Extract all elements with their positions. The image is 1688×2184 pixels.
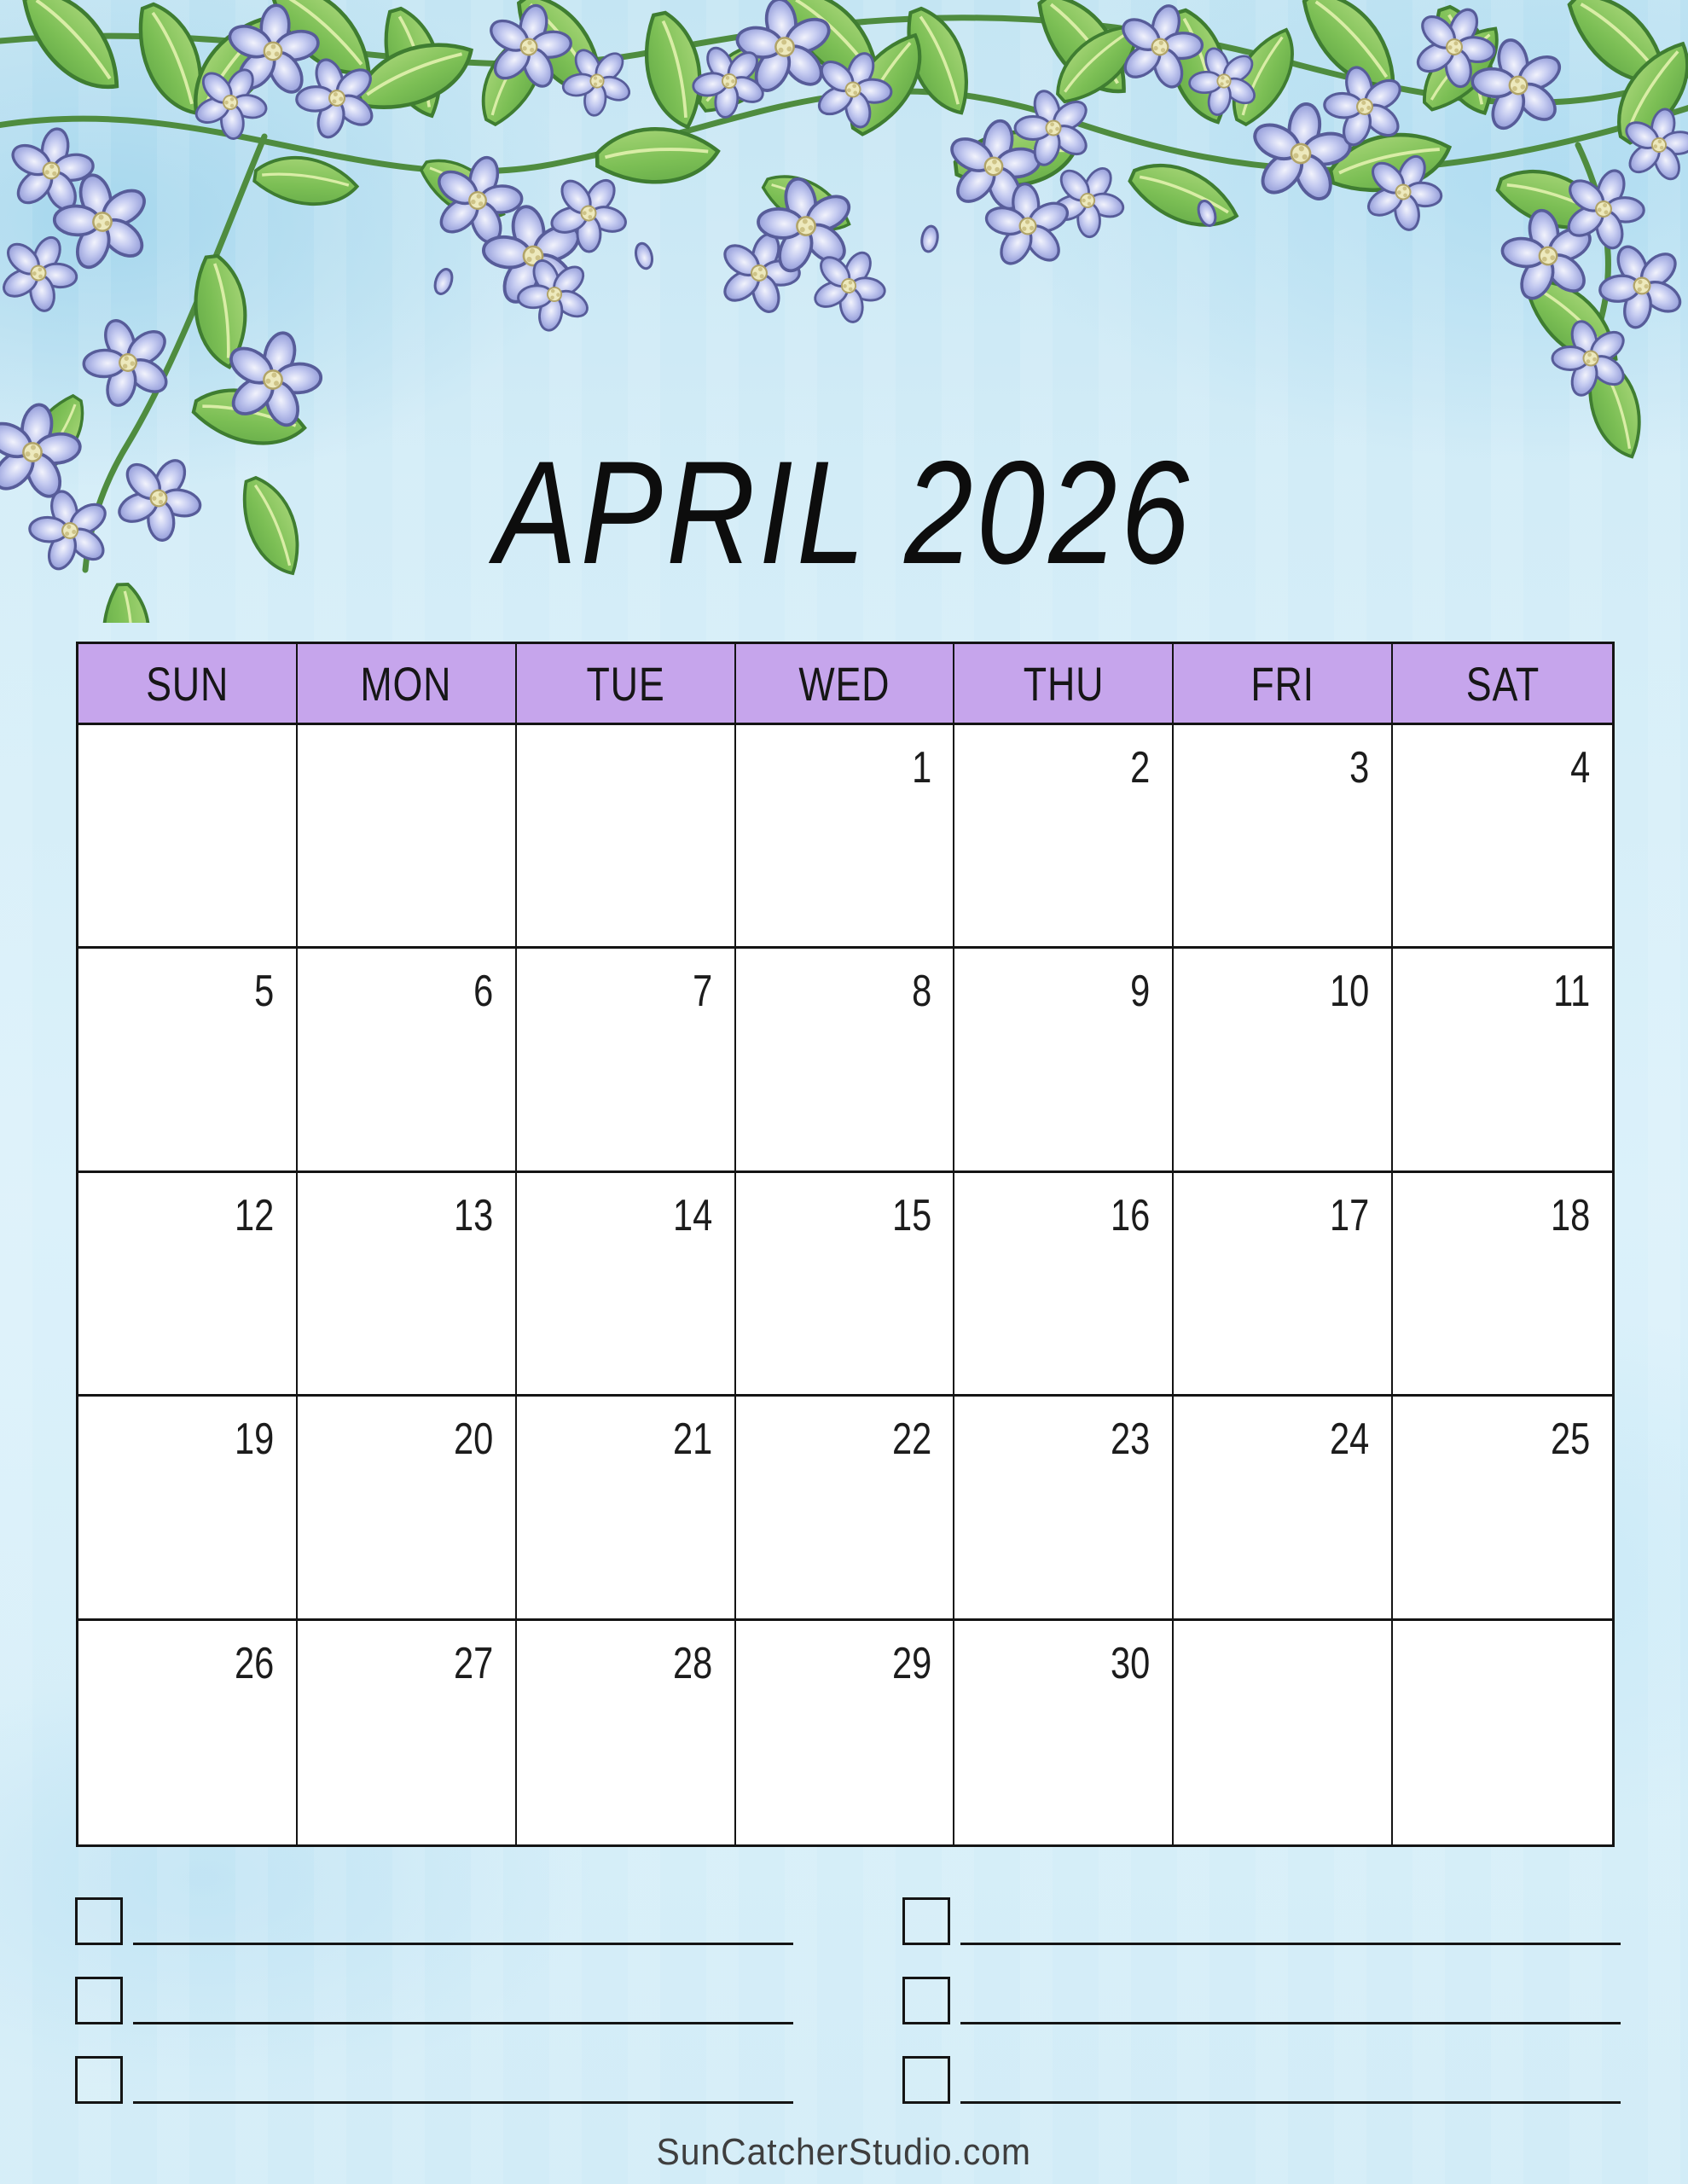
- note-row: [902, 1897, 1621, 1945]
- date-cell: 16: [954, 1173, 1174, 1397]
- date-cell: 22: [736, 1397, 955, 1620]
- date-cell: 21: [517, 1397, 736, 1620]
- date-cell: 9: [954, 949, 1174, 1172]
- date-cell: 23: [954, 1397, 1174, 1620]
- date-cell: 4: [1393, 725, 1612, 949]
- note-line: [960, 1974, 1621, 2024]
- date-cell: 6: [298, 949, 517, 1172]
- date-cell: 12: [78, 1173, 298, 1397]
- date-cell: [298, 725, 517, 949]
- date-cell: 13: [298, 1173, 517, 1397]
- date-cell: 3: [1174, 725, 1393, 949]
- checkbox[interactable]: [902, 1897, 950, 1945]
- date-cell: 7: [517, 949, 736, 1172]
- day-header-fri: FRI: [1174, 644, 1393, 725]
- day-header-sun: SUN: [78, 644, 298, 725]
- date-cell: [517, 725, 736, 949]
- checkbox[interactable]: [75, 1897, 123, 1945]
- date-cell: [1393, 1621, 1612, 1844]
- date-cell: 24: [1174, 1397, 1393, 1620]
- checkbox[interactable]: [75, 1977, 123, 2024]
- checkbox[interactable]: [75, 2056, 123, 2104]
- date-cell: 29: [736, 1621, 955, 1844]
- date-cell: 27: [298, 1621, 517, 1844]
- date-cell: [78, 725, 298, 949]
- date-cell: 11: [1393, 949, 1612, 1172]
- day-header-tue: TUE: [517, 644, 736, 725]
- note-line: [960, 2053, 1621, 2104]
- date-cell: 20: [298, 1397, 517, 1620]
- date-cell: 28: [517, 1621, 736, 1844]
- date-cell: [1174, 1621, 1393, 1844]
- calendar-grid: [76, 642, 1615, 1847]
- site-credit: SunCatcherStudio.com: [656, 2131, 1032, 2173]
- note-line: [133, 1895, 793, 1945]
- date-cell: 1: [736, 725, 955, 949]
- date-cell: 10: [1174, 949, 1393, 1172]
- date-cell: 5: [78, 949, 298, 1172]
- date-cell: 18: [1393, 1173, 1612, 1397]
- date-cell: 17: [1174, 1173, 1393, 1397]
- day-header-thu: THU: [954, 644, 1174, 725]
- note-line: [960, 1895, 1621, 1945]
- note-row: [902, 2056, 1621, 2104]
- date-cell: 8: [736, 949, 955, 1172]
- note-line: [133, 1974, 793, 2024]
- date-cell: 25: [1393, 1397, 1612, 1620]
- date-cell: 15: [736, 1173, 955, 1397]
- page-title: APRIL 2026: [495, 431, 1193, 595]
- day-header-wed: WED: [736, 644, 955, 725]
- note-line: [133, 2053, 793, 2104]
- date-cell: 14: [517, 1173, 736, 1397]
- day-header-mon: MON: [298, 644, 517, 725]
- note-row: [75, 1977, 793, 2024]
- note-row: [75, 1897, 793, 1945]
- checkbox[interactable]: [902, 1977, 950, 2024]
- checkbox[interactable]: [902, 2056, 950, 2104]
- note-row: [902, 1977, 1621, 2024]
- date-cell: 26: [78, 1621, 298, 1844]
- note-row: [75, 2056, 793, 2104]
- date-cell: 30: [954, 1621, 1174, 1844]
- date-cell: 2: [954, 725, 1174, 949]
- date-cell: 19: [78, 1397, 298, 1620]
- day-header-sat: SAT: [1393, 644, 1612, 725]
